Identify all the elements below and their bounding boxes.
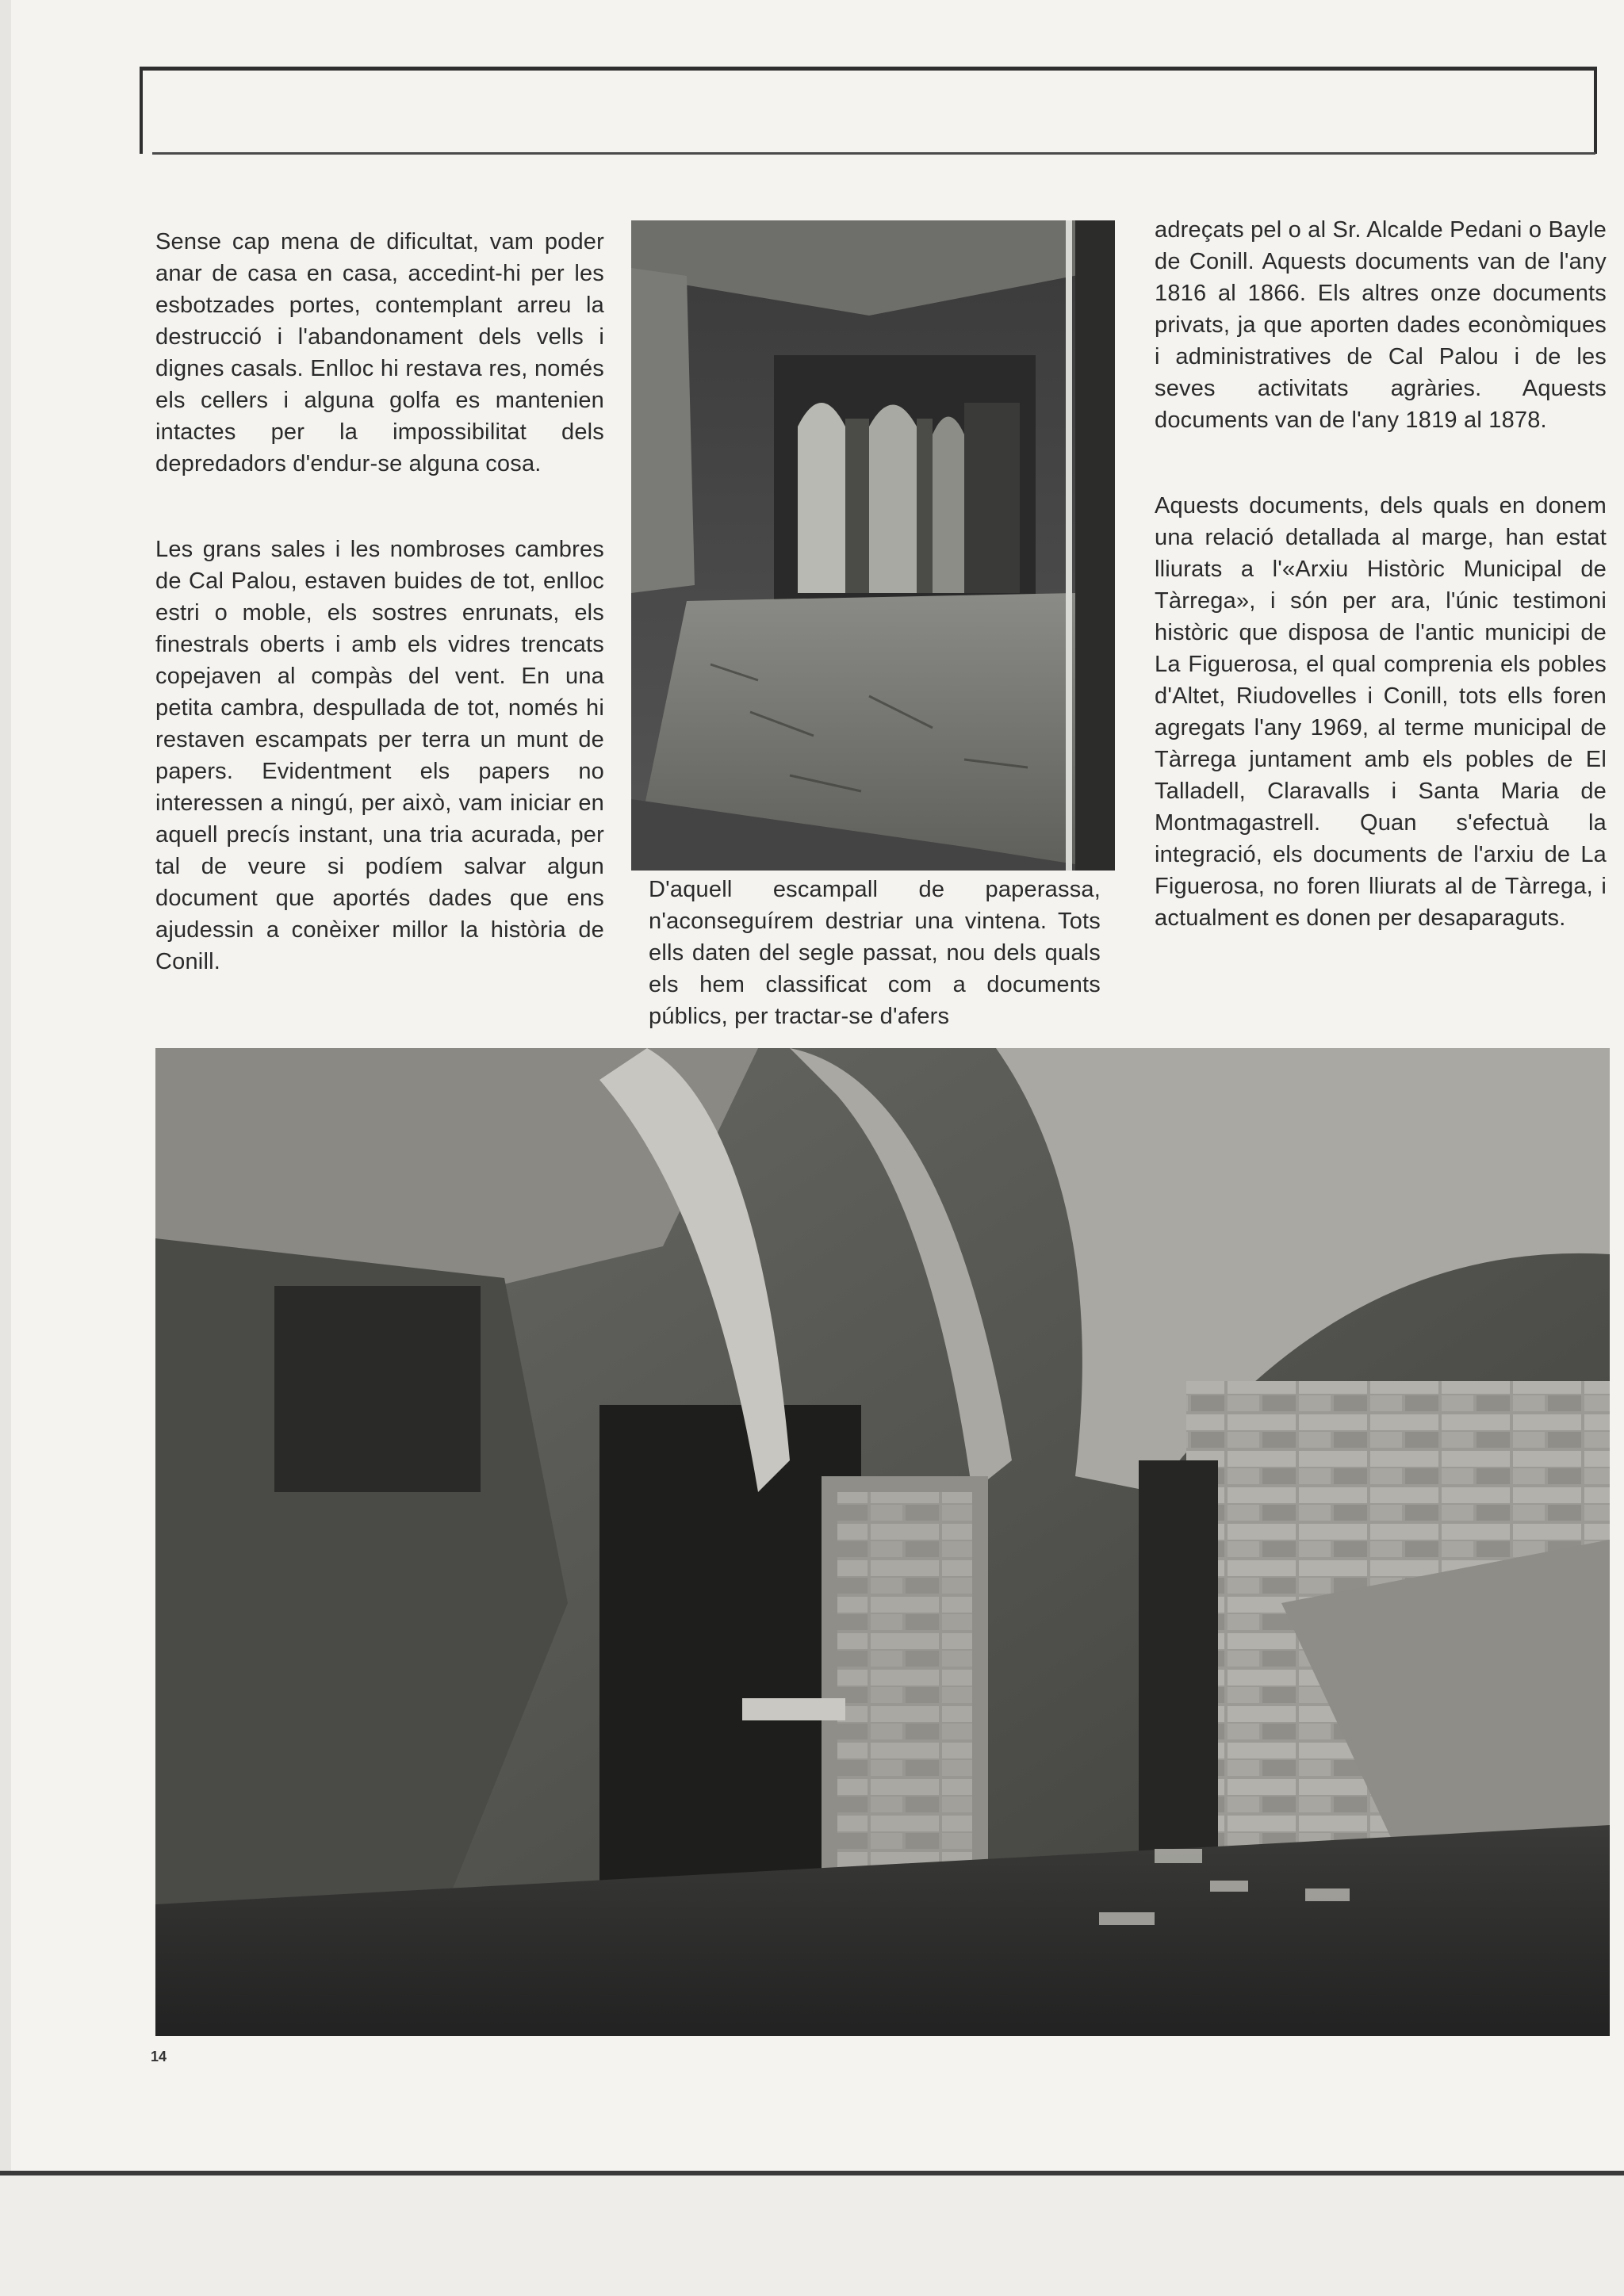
page-number: 14 (151, 2049, 167, 2064)
page-bottom-margin (0, 2175, 1624, 2296)
right-text-column (1155, 214, 1607, 934)
page-edge (0, 0, 11, 2172)
left-paragraph-1: Sense cap mena de dificultat, vam poder anar de casa en casa, accedint-hi per les esbotzades portes, contemplant arreu la destrucció i l'abandonament dels vells i dignes casals. Enlloc hi restava res, només els cellers i alguna golfa es mantenien intactes per la impossibilitat dels depredadors d'endur-se alguna cosa. (155, 229, 604, 476)
header-rule (152, 152, 1595, 155)
caption-text: D'aquell escampall de paperassa, n'aconseguírem destriar una vintena. Tots ells daten del segle passat, nou dels quals els hem classificat com a documents públics, per tractar-se d'afers (649, 877, 1101, 1029)
photo-caption (649, 874, 1101, 1032)
photo-ruined-arched-hall (631, 220, 1115, 871)
photo-stone-arches-cellar (155, 1048, 1610, 2036)
right-paragraph-2: Aquests documents, dels quals en donem una relació detallada al marge, han estat lliurats a l'«Arxiu Històric Municipal de Tàrrega», i són per ara, l'únic testimoni històric que disposa de l'antic municipi de La Figuerosa, el qual comprenia els pobles d'Altet, Riudovelles i Conill, tots ells foren agregats l'any 1969, al terme municipal de Tàrrega juntament amb els pobles de El Talladell, Claravalls i Santa Maria de Montmagastrell. Quan s'efectuà la integració, els documents de l'arxiu de La Figuerosa, no foren lliurats al de Tàrrega, i actualment es donen per desaparaguts. (1155, 493, 1607, 931)
header-frame (140, 67, 1597, 154)
left-text-column (155, 226, 604, 978)
left-paragraph-2: Les grans sales i les nombroses cambres de Cal Palou, estaven buides de tot, enlloc estri o moble, els sostres enrunats, els finestrals oberts i amb els vidres trencats copejaven al compàs del vent. En una petita cambra, despullada de tot, només hi restaven escampats per terra un munt de papers. Evidentment els papers no interessen a ningú, per això, vam iniciar en aquell precís instant, una tria acurada, per tal de veure si podíem salvar algun document que aportés dades que ens ajudessin a conèixer millor la història de Conill. (155, 537, 604, 974)
right-paragraph-1: adreçats pel o al Sr. Alcalde Pedani o Bayle de Conill. Aquests documents van de l'any 1816 al 1866. Els altres onze documents privats, ja que aporten dades econòmiques i administratives de Cal Palou i de les seves activitats agràries. Aquests documents van de l'any 1819 al 1878. (1155, 217, 1607, 433)
